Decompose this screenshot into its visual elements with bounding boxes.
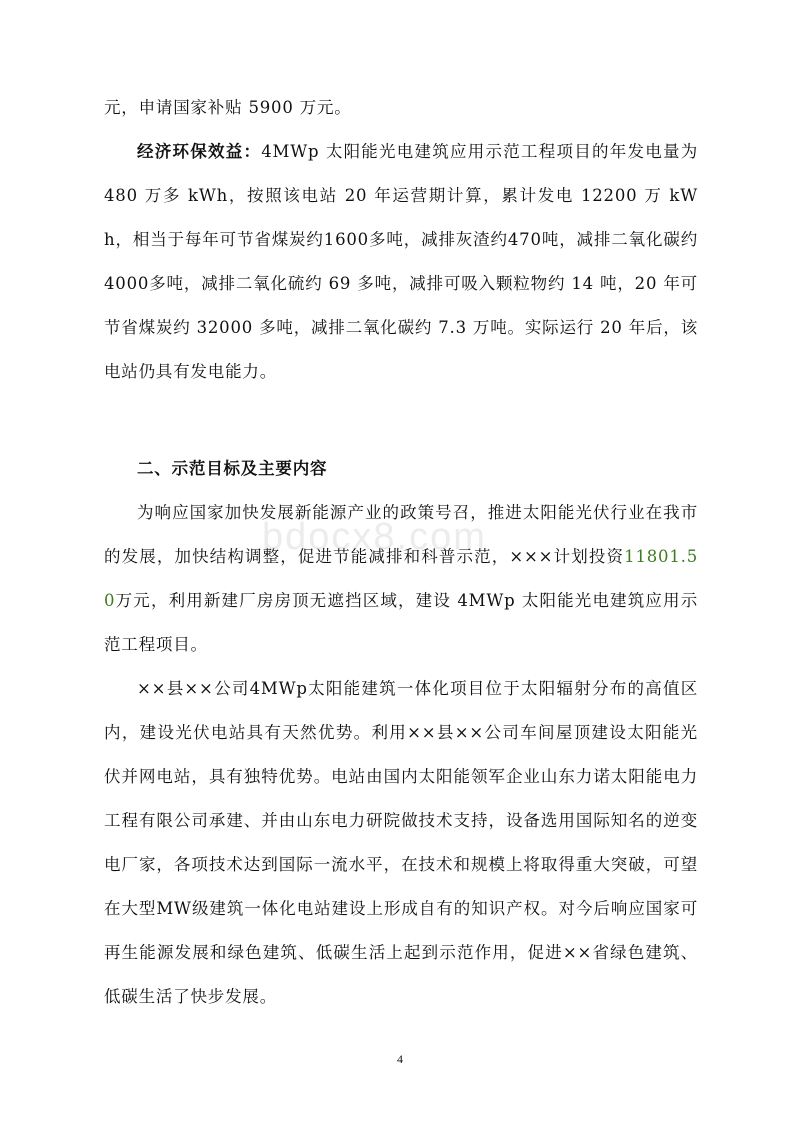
paragraph-1-start: 为响应国家加快发展新能源产业的政策号召，推进太阳能光伏行业在我市的发展，加快结构调整，促进节能减排和科普示范，×××计划投资 — [104, 503, 698, 566]
paragraph-1-end: 万元，利用新建厂房房顶无遮挡区域，建设 4MWp 太阳能光电建筑应用示范工程项目。 — [104, 591, 698, 654]
investment-amount: 11801.50 — [104, 547, 698, 610]
watermark-text: bdocx8.com — [262, 516, 487, 558]
econ-label: 经济环保效益： — [137, 142, 262, 161]
economic-benefit-paragraph — [104, 130, 698, 394]
section-heading: 二、示范目标及主要内容 — [137, 459, 328, 478]
lead-line: 元，申请国家补贴 5900 万元。 — [104, 98, 352, 117]
section-heading-block — [104, 447, 698, 491]
econ-text: 4MWp 太阳能光电建筑应用示范工程项目的年发电量为 480 万多 kWh，按照该电站 20 年运营期计算，累计发电 12200 万 kWh，相当于每年可节省煤炭约1600多吨，减排灰渣约470吨，减排二氧化碳约4000多吨，减排二氧化硫约 69 多吨，减排可吸入颗粒物约 14 吨，20 年可节省煤炭约 32000 多吨，减排二氧化碳约 7.3 万吨。实际运行 20 年后，该电站仍具有发电能力。 — [104, 142, 698, 381]
paragraph-1 — [104, 491, 698, 667]
continuation-text — [104, 86, 698, 130]
page-number: 4 — [397, 1052, 403, 1066]
section-body — [104, 491, 698, 1019]
paragraph-2: ××县××公司4MWp太阳能建筑一体化项目位于太阳辐射分布的高值区内，建设光伏电站具有天然优势。利用××县××公司车间屋顶建设太阳能光伏并网电站，具有独特优势。电站由国内太阳能领军企业山东力诺太阳能电力工程有限公司承建、并由山东电力研院做技术支持，设备选用国际知名的逆变电厂家，各项技术达到国际一流水平，在技术和规模上将取得重大突破，可望在大型MW级建筑一体化电站建设上形成自有的知识产权。对今后响应国家可再生能源发展和绿色建筑、低碳生活上起到示范作用，促进××省绿色建筑、低碳生活了快步发展。 — [104, 679, 698, 1006]
